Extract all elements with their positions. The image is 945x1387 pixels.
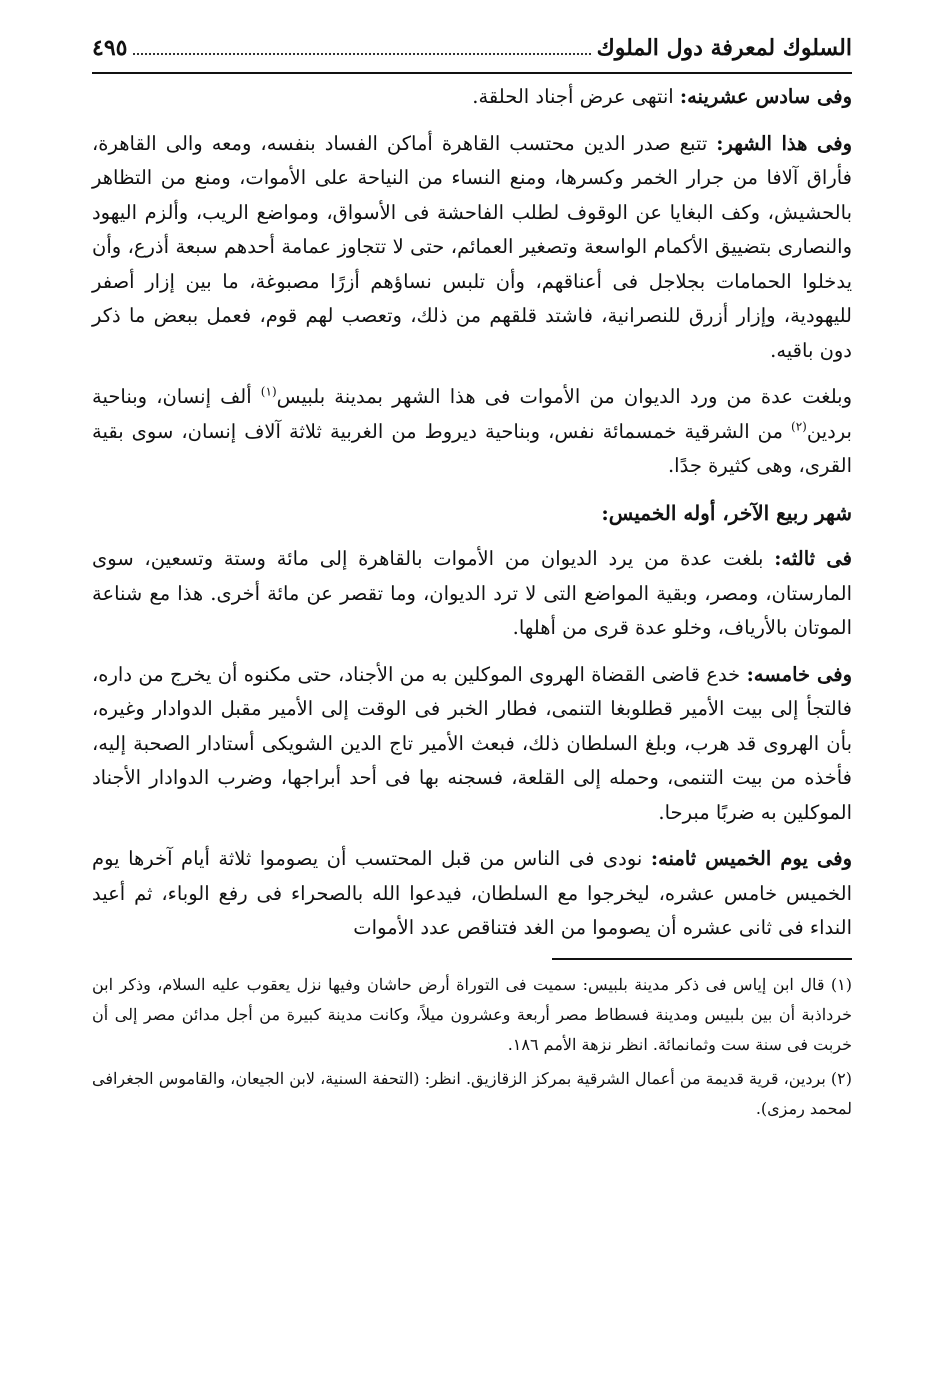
paragraph-2 bbox=[92, 127, 852, 369]
footnote-ref-1[interactable]: (١) bbox=[260, 384, 277, 399]
footnote-1: (١) قال ابن إياس فى ذكر مدينة بلبيس: سميت فى التوراة أرض حاشان وفيها نزل يعقوب عليه السلام، وذكر ابن خرداذبة أن بين بلبيس ومدينة فسطاط مصر أربعة وعشرون ميلاً، وكانت مدينة كبيرة من أجل مدائن مصر إلى أن خربت فى سنة ست وثمانمائة. انظر نزهة الأمم ١٨٦. bbox=[92, 974, 853, 1054]
main-text bbox=[92, 80, 852, 946]
paragraph-text: انتهى عرض أجناد الحلقة. bbox=[472, 85, 680, 108]
footnote-2: (٢) بردين، قرية قديمة من أعمال الشرقية بمركز الزقازيق. انظر: (التحفة السنية، لابن الجيعان، والقاموس الجغرافى لمحمد رمزى). bbox=[91, 1068, 852, 1118]
book-page bbox=[92, 30, 852, 1360]
paragraph-lead: فى ثالثه: bbox=[774, 547, 852, 570]
paragraph-4 bbox=[92, 542, 852, 646]
paragraph-lead: وفى سادس عشرينه: bbox=[679, 85, 852, 108]
footnote-ref-2[interactable]: (٢) bbox=[791, 419, 807, 433]
paragraph-5 bbox=[92, 658, 852, 831]
header-dot-leader bbox=[133, 53, 590, 55]
paragraph-lead: وفى هذا الشهر: bbox=[716, 131, 852, 155]
paragraph-text: وبلغت عدة من ورد الديوان من الأموات فى هذا الشهر بمدينة بلبيس bbox=[276, 385, 852, 408]
paragraph-text: من الشرقية خمسمائة نفس، وبناحية ديروط من الغربية ثلاثة آلاف إنسان، سوى بقية القرى، وهى كثيرة جدًا. bbox=[92, 419, 852, 477]
month-heading: شهر ربيع الآخر، أوله الخميس: bbox=[601, 500, 852, 525]
paragraph-3 bbox=[92, 380, 852, 484]
paragraph-6 bbox=[92, 842, 852, 946]
paragraph-text: ألف إنسان، وبناحية بردين bbox=[92, 385, 852, 443]
paragraph-lead: وفى خامسه: bbox=[746, 662, 852, 686]
running-title: السلوك لمعرفة دول الملوك bbox=[596, 35, 852, 61]
page-number: ٤٩٥ bbox=[92, 35, 128, 61]
paragraph-text: بلغت عدة من يرد الديوان من الأموات بالقاهرة إلى مائة وستة وتسعين، سوى المارستان، ومصر، وبقية المواضع التى لا ترد الديوان، وما تقصر عن مائة أخرى. هذا مع شناعة الموتان بالأرياف، وخلو عدة قرى من أهلها. bbox=[92, 547, 852, 639]
paragraph-text: نودى فى الناس من قبل المحتسب أن يصوموا ثلاثة أيام آخرها يوم الخميس خامس عشره، ليخرجوا مع السلطان، فيدعوا الله بالصحراء فى رفع الوباء، ثم أعيد النداء فى ثانى عشره أن يصوموا من الغد فتناقص عدد الأموات bbox=[92, 847, 852, 939]
paragraph-lead: وفى يوم الخميس ثامنه: bbox=[650, 847, 852, 870]
paragraph-text: تتبع صدر الدين محتسب القاهرة أماكن الفساد بنفسه، ومعه والى القاهرة، فأراق آلافا من جرار الخمر وكسرها، ومنع النساء من النياحة على الأموات، ومنع من التظاهر بالحشيش، وكف البغايا عن الوقوف لطلب الفاحشة فى الأسواق، ومواضع الريب، وألزم اليهود والنصارى بتضييق الأكمام الواسعة وتصغير العمائم، حتى لا تتجاوز عمامة أحدهم سبعة أذرع، وأن يدخلوا الحمامات بجلاجل فى أعناقهم، وأن تلبس نساؤهم أزرًا مصبوغة، ما بين إزار أصفر لليهودية، وإزار أزرق للنصرانية، فاشتد قلقهم من ذلك، وتعصب لهم قوم، فعمل ببعض ما ذكر دون باقيه. bbox=[92, 131, 852, 362]
footnotes bbox=[92, 970, 852, 1124]
running-header bbox=[92, 30, 852, 74]
footnote-divider bbox=[552, 958, 852, 960]
paragraph-1 bbox=[92, 80, 852, 115]
paragraph-text: خدع قاضى القضاة الهروى الموكلين به من الأجناد، حتى مكنوه أن يخرج من داره، فالتجأ إلى بيت الأمير قطلوبغا التنمى، فطار الخبر فى الوقت إلى الأمير مقبل الدوادار وغيره، بأن الهروى قد هرب، وبلغ السلطان ذلك، فبعث الأمير تاج الدين الشويكى أستادار الصحبة إليه، فأخذه من بيت التنمى، وحمله إلى القلعة، فسجنه بها فى أحد أبراجها، وضرب الدوادار الأجناد الموكلين به ضربًا مبرحا. bbox=[92, 662, 852, 824]
